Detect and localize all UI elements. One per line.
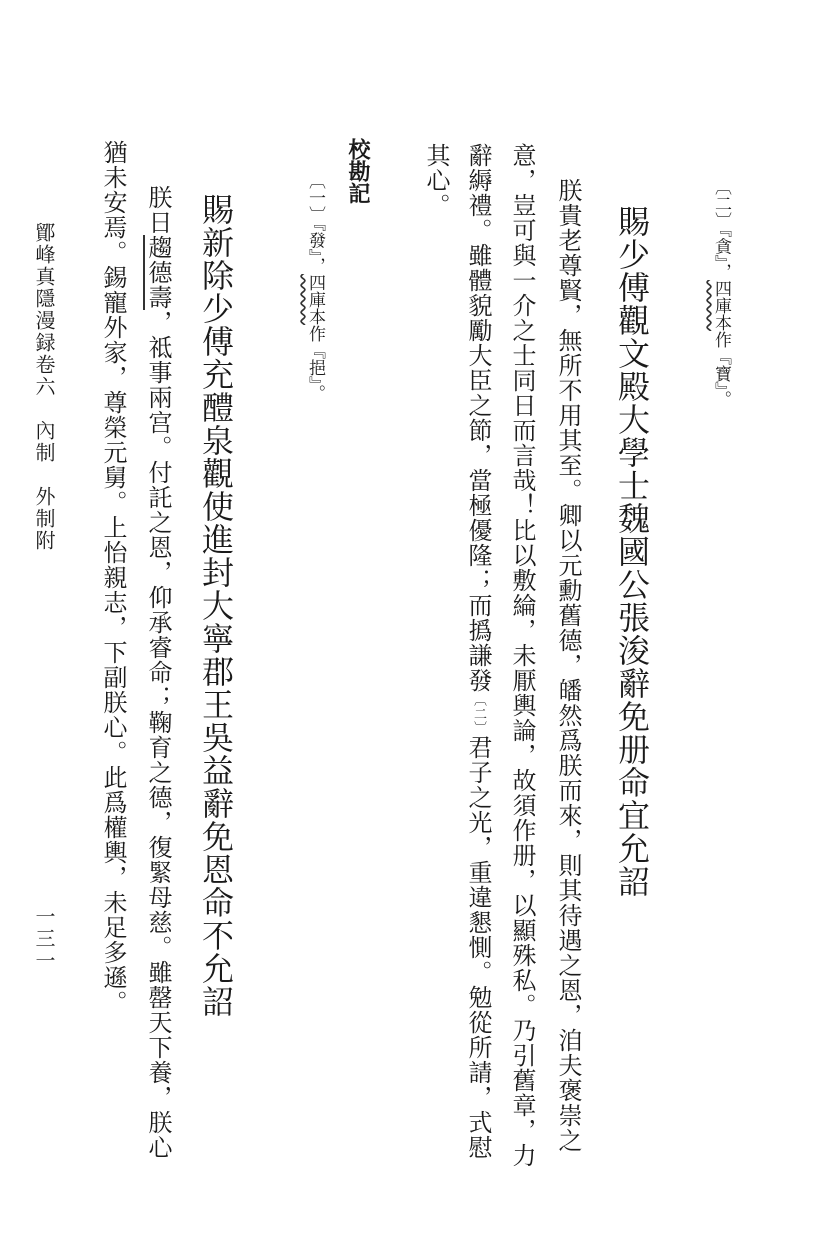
edict-1-line-3 [466, 143, 490, 1160]
edict-2-line-1-text: ，祗事兩宫。付託之恩，仰承睿命；鞠育之德，復緊母慈。雖罄天下養，朕心 [144, 310, 172, 1160]
edict-1-line-2: 意，豈可與一介之士同日而言哉！比以敷綸，未厭輿論，故須作册，以顯殊私。乃引舊章，力 [508, 143, 536, 1168]
edict-1-line-3-text: 君子之光，重違懇惻。勉從所請，式慰 [464, 735, 492, 1160]
edict-title-2: 賜新除少傅充醴泉觀使進封大寧郡王吳益辭免恩命不允詔 [197, 193, 235, 1018]
edict-1-line-1: 朕貴老尊賢，無所不用其至。卿以元勳舊德，皤然爲朕而來，則其待遇之恩，洎夫褒崇之 [554, 178, 582, 1153]
edict-2-line-1-text: 朕日 [144, 185, 172, 235]
note-text: 『貪』， [711, 229, 731, 280]
note-bracket: 〔二〕 [711, 178, 731, 229]
proper-noun: 趨德壽 [144, 235, 172, 310]
note-text: 作『挹』。 [305, 325, 325, 402]
note-text: 作『寶』。 [711, 331, 731, 408]
edict-1-line-4: 其心。 [422, 143, 450, 218]
collation-entry [306, 172, 323, 402]
note-bracket: 〔一〕 [305, 172, 325, 223]
footnote-marker: 〔二〕 [471, 693, 486, 735]
note-text: 『發』， [305, 223, 325, 274]
running-title: 鄮峰真隱漫録卷六 內制 外制附 [32, 222, 56, 552]
edict-2-line-2: 猶未安焉。錫寵外家，尊榮元舅。上怡親志，下副朕心。此爲權輿，未足多遜。 [99, 140, 127, 1015]
note-source: 四庫本 [305, 274, 325, 325]
edict-title-1: 賜少傅觀文殿大學士魏國公張浚辭免册命宜允詔 [613, 205, 651, 898]
collation-note-top [712, 178, 729, 408]
page-number: 一三一 [32, 906, 56, 972]
note-source: 四庫本 [711, 280, 731, 331]
edict-1-line-3-text: 辭縟禮。雖體貌勵大臣之節，當極優隆；而撝謙發 [464, 143, 492, 693]
collation-heading: 校勘記 [345, 138, 370, 204]
edict-2-line-1 [146, 185, 170, 1160]
